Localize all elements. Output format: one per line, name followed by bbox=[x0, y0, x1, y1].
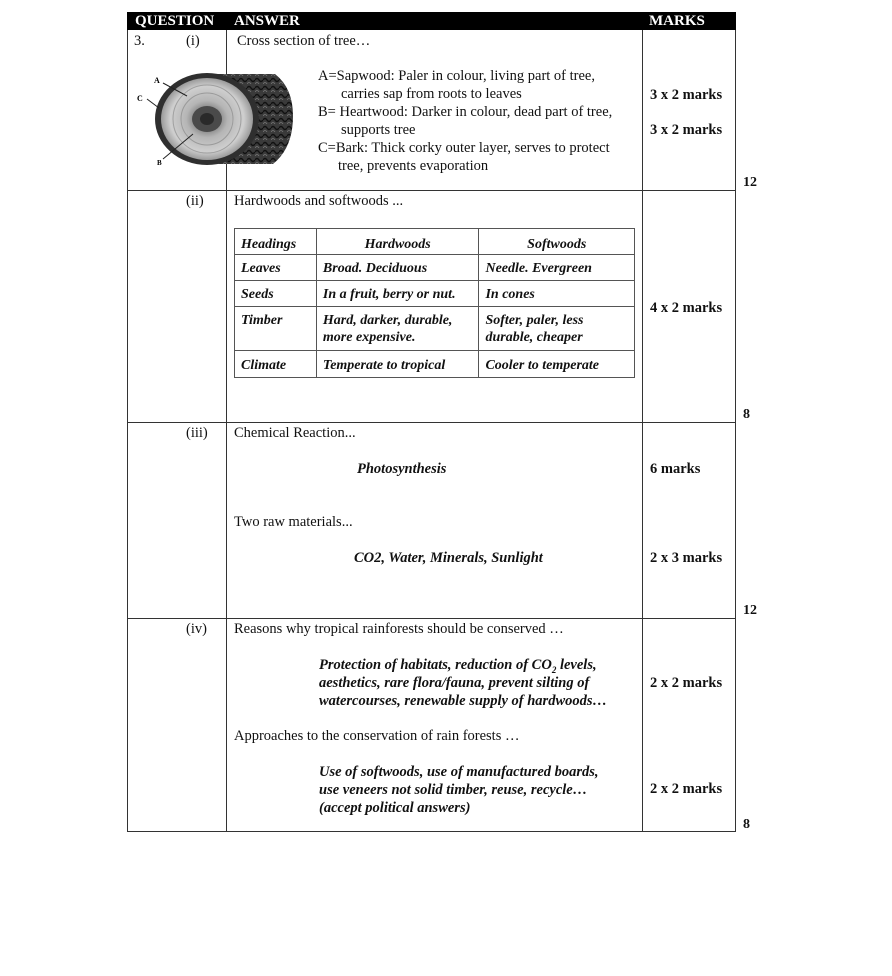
table-cell bbox=[316, 307, 479, 351]
table-header bbox=[127, 12, 736, 30]
part-label-iii: (iii) bbox=[186, 425, 208, 441]
part-iii-title: Chemical Reaction... bbox=[234, 425, 356, 441]
tree-cross-section-diagram bbox=[135, 68, 295, 176]
part-label-i: (i) bbox=[186, 33, 200, 49]
part-iv-subtitle: Approaches to the conservation of rain forests … bbox=[234, 728, 520, 744]
table-row bbox=[235, 281, 635, 307]
part-iv-answer-1-line-1: Protection of habitats, reduction of $CO_2$ levels, bbox=[319, 657, 597, 675]
marks-divider bbox=[642, 30, 643, 832]
left-border bbox=[127, 30, 128, 832]
part-iv-answer-2-line-2: use veneers not solid timber, reuse, recycle… bbox=[319, 782, 588, 798]
table-cell: Temperate to tropical bbox=[316, 351, 479, 378]
row-divider-1 bbox=[127, 190, 736, 191]
table-header-cell: Softwoods bbox=[479, 229, 635, 255]
part-ii-marks: 4 x 2 marks bbox=[650, 300, 723, 316]
bark-line-1: C=Bark: Thick corky outer layer, serves to protect bbox=[318, 140, 610, 156]
table-cell: Broad. Deciduous bbox=[316, 255, 479, 281]
part-iv-answer-2-line-3: (accept political answers) bbox=[319, 800, 471, 816]
table-header-cell: Headings bbox=[235, 229, 317, 255]
part-iv-answer-1-line-2: aesthetics, rare flora/fauna, prevent silting of bbox=[319, 675, 590, 691]
sapwood-line-1: A=Sapwood: Paler in colour, living part of tree, bbox=[318, 68, 595, 84]
diagram-label-c: C bbox=[137, 94, 143, 103]
part-ii-total: 8 bbox=[743, 407, 750, 422]
part-i-total: 12 bbox=[743, 175, 757, 190]
part-iv-marks-2: 2 x 2 marks bbox=[650, 781, 723, 797]
part-iii-subtitle: Two raw materials... bbox=[234, 514, 353, 530]
table-cell bbox=[479, 307, 635, 351]
part-iii-answer-2: CO2, Water, Minerals, Sunlight bbox=[354, 550, 543, 566]
table-cell-line: Hard, darker, durable, bbox=[322, 313, 453, 328]
table-cell: In cones bbox=[479, 281, 635, 307]
bark-line-2: tree, prevents evaporation bbox=[338, 158, 489, 174]
table-header-cell: Hardwoods bbox=[316, 229, 479, 255]
bottom-border bbox=[127, 831, 736, 832]
table-cell: Timber bbox=[235, 307, 317, 351]
table-cell: Needle. Evergreen bbox=[479, 255, 635, 281]
part-label-ii: (ii) bbox=[186, 193, 204, 209]
part-iii-answer-1: Photosynthesis bbox=[357, 461, 447, 477]
table-cell-line: durable, cheaper bbox=[485, 330, 583, 345]
part-label-iv: (iv) bbox=[186, 621, 207, 637]
part-i-title: Cross section of tree… bbox=[237, 33, 371, 49]
table-cell: Cooler to temperate bbox=[479, 351, 635, 378]
part-ii-title: Hardwoods and softwoods ... bbox=[234, 193, 404, 209]
table-cell: Seeds bbox=[235, 281, 317, 307]
table-cell-line: Softer, paler, less bbox=[485, 313, 584, 328]
table-header-row bbox=[235, 229, 635, 255]
table-cell: Leaves bbox=[235, 255, 317, 281]
row-divider-2 bbox=[127, 422, 736, 423]
part-iv-title: Reasons why tropical rainforests should be conserved … bbox=[234, 621, 564, 637]
part-iii-marks-1: 6 marks bbox=[650, 461, 701, 477]
question-number: 3. bbox=[134, 33, 145, 49]
header-question: QUESTION bbox=[135, 13, 215, 29]
diagram-label-b: B bbox=[157, 159, 162, 167]
part-iv-marks-1: 2 x 2 marks bbox=[650, 675, 723, 691]
part-iii-total: 12 bbox=[743, 603, 757, 618]
table-cell: In a fruit, berry or nut. bbox=[316, 281, 479, 307]
table-cell-line: more expensive. bbox=[322, 330, 416, 345]
part-iv-answer-2-line-1: Use of softwoods, use of manufactured boards, bbox=[319, 764, 599, 780]
part-i-marks-1: 3 x 2 marks bbox=[650, 87, 723, 103]
header-answer: ANSWER bbox=[234, 13, 300, 29]
table-cell: Climate bbox=[235, 351, 317, 378]
part-iii-marks-2: 2 x 3 marks bbox=[650, 550, 723, 566]
heartwood-line-1: B= Heartwood: Darker in colour, dead part of tree, bbox=[318, 104, 613, 120]
heartwood-line-2: supports tree bbox=[341, 122, 416, 138]
table-row bbox=[235, 307, 635, 351]
right-border bbox=[735, 30, 736, 832]
hardwood-softwood-table bbox=[234, 228, 635, 378]
part-iv-answer-1-line-3: watercourses, renewable supply of hardwoods… bbox=[319, 693, 608, 709]
header-marks: MARKS bbox=[649, 13, 705, 29]
diagram-label-a: A bbox=[154, 76, 160, 85]
table-row bbox=[235, 255, 635, 281]
sapwood-line-2: carries sap from roots to leaves bbox=[341, 86, 522, 102]
part-iv-total: 8 bbox=[743, 817, 750, 832]
row-divider-3 bbox=[127, 618, 736, 619]
table-row bbox=[235, 351, 635, 378]
part-i-marks-2: 3 x 2 marks bbox=[650, 122, 723, 138]
